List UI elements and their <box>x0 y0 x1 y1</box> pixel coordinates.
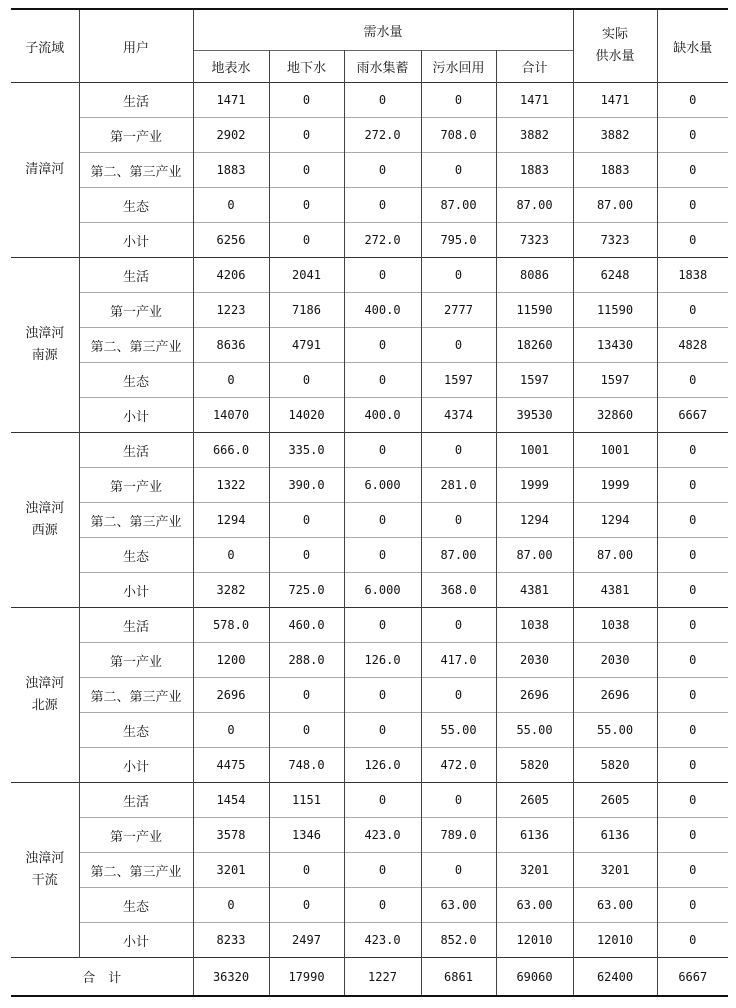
user-cell: 第二、第三产业 <box>79 328 193 363</box>
value-cell: 3882 <box>573 118 657 153</box>
value-cell: 11590 <box>496 293 573 328</box>
value-cell: 0 <box>657 223 728 258</box>
value-cell: 87.00 <box>573 538 657 573</box>
value-cell: 0 <box>657 923 728 958</box>
table-row <box>11 293 728 328</box>
value-cell: 0 <box>269 713 344 748</box>
value-cell: 0 <box>421 783 496 818</box>
value-cell: 417.0 <box>421 643 496 678</box>
value-cell: 2030 <box>496 643 573 678</box>
value-cell: 0 <box>269 153 344 188</box>
user-cell: 生活 <box>79 83 193 118</box>
value-cell: 0 <box>657 188 728 223</box>
subbasin-cell: 浊漳河 北源 <box>11 608 79 783</box>
value-cell: 13430 <box>573 328 657 363</box>
table-row <box>11 853 728 888</box>
value-cell: 725.0 <box>269 573 344 608</box>
value-cell: 2696 <box>496 678 573 713</box>
table-body <box>11 83 728 958</box>
value-cell: 708.0 <box>421 118 496 153</box>
value-cell: 0 <box>344 678 421 713</box>
value-cell: 63.00 <box>496 888 573 923</box>
value-cell: 0 <box>657 468 728 503</box>
value-cell: 3882 <box>496 118 573 153</box>
value-cell: 0 <box>421 433 496 468</box>
value-cell: 0 <box>344 363 421 398</box>
table-row <box>11 678 728 713</box>
value-cell: 11590 <box>573 293 657 328</box>
value-cell: 0 <box>657 363 728 398</box>
header-shortage: 缺水量 <box>657 9 728 83</box>
value-cell: 0 <box>657 643 728 678</box>
value-cell: 2696 <box>573 678 657 713</box>
value-cell: 0 <box>344 188 421 223</box>
value-cell: 472.0 <box>421 748 496 783</box>
table-row <box>11 888 728 923</box>
value-cell: 1471 <box>193 83 269 118</box>
header-actual-supply-label: 实际 供水量 <box>595 27 635 64</box>
user-cell: 生态 <box>79 363 193 398</box>
value-cell: 0 <box>269 223 344 258</box>
value-cell: 0 <box>421 258 496 293</box>
total-value-cell: 6861 <box>421 958 496 997</box>
table-header <box>11 9 728 83</box>
user-cell: 生态 <box>79 538 193 573</box>
total-value-cell: 1227 <box>344 958 421 997</box>
value-cell: 1038 <box>573 608 657 643</box>
value-cell: 423.0 <box>344 923 421 958</box>
value-cell: 4374 <box>421 398 496 433</box>
value-cell: 4381 <box>573 573 657 608</box>
value-cell: 55.00 <box>496 713 573 748</box>
user-cell: 第一产业 <box>79 293 193 328</box>
table-row <box>11 83 728 118</box>
table-row <box>11 783 728 818</box>
value-cell: 0 <box>344 83 421 118</box>
user-cell: 生态 <box>79 188 193 223</box>
value-cell: 0 <box>344 713 421 748</box>
value-cell: 1471 <box>496 83 573 118</box>
user-cell: 小计 <box>79 923 193 958</box>
value-cell: 0 <box>269 118 344 153</box>
value-cell: 5820 <box>573 748 657 783</box>
user-cell: 第二、第三产业 <box>79 503 193 538</box>
value-cell: 87.00 <box>573 188 657 223</box>
table-row <box>11 188 728 223</box>
header-demand-col: 雨水集蓄 <box>344 51 421 83</box>
total-value-cell: 6667 <box>657 958 728 997</box>
header-demand-col: 合计 <box>496 51 573 83</box>
table-row <box>11 503 728 538</box>
value-cell: 8086 <box>496 258 573 293</box>
value-cell: 1200 <box>193 643 269 678</box>
value-cell: 6136 <box>573 818 657 853</box>
table-row <box>11 468 728 503</box>
value-cell: 0 <box>421 83 496 118</box>
value-cell: 0 <box>657 573 728 608</box>
value-cell: 1471 <box>573 83 657 118</box>
value-cell: 1223 <box>193 293 269 328</box>
value-cell: 32860 <box>573 398 657 433</box>
user-cell: 第二、第三产业 <box>79 678 193 713</box>
value-cell: 0 <box>344 328 421 363</box>
value-cell: 0 <box>657 748 728 783</box>
value-cell: 0 <box>657 783 728 818</box>
value-cell: 1454 <box>193 783 269 818</box>
value-cell: 1999 <box>573 468 657 503</box>
user-cell: 第一产业 <box>79 818 193 853</box>
value-cell: 0 <box>344 153 421 188</box>
user-cell: 生态 <box>79 713 193 748</box>
value-cell: 1001 <box>496 433 573 468</box>
header-subbasin: 子流域 <box>11 9 79 83</box>
table-row <box>11 608 728 643</box>
value-cell: 423.0 <box>344 818 421 853</box>
value-cell: 3578 <box>193 818 269 853</box>
value-cell: 12010 <box>496 923 573 958</box>
value-cell: 2605 <box>573 783 657 818</box>
value-cell: 272.0 <box>344 223 421 258</box>
table-row <box>11 643 728 678</box>
value-cell: 0 <box>344 608 421 643</box>
value-cell: 0 <box>344 888 421 923</box>
value-cell: 0 <box>269 188 344 223</box>
header-actual-supply <box>573 9 657 83</box>
value-cell: 3282 <box>193 573 269 608</box>
value-cell: 400.0 <box>344 398 421 433</box>
value-cell: 6256 <box>193 223 269 258</box>
value-cell: 1001 <box>573 433 657 468</box>
value-cell: 6667 <box>657 398 728 433</box>
user-cell: 小计 <box>79 748 193 783</box>
value-cell: 1597 <box>496 363 573 398</box>
user-cell: 第二、第三产业 <box>79 853 193 888</box>
table-row <box>11 223 728 258</box>
value-cell: 335.0 <box>269 433 344 468</box>
user-cell: 生活 <box>79 258 193 293</box>
value-cell: 2696 <box>193 678 269 713</box>
value-cell: 0 <box>269 678 344 713</box>
header-demand-col: 地下水 <box>269 51 344 83</box>
value-cell: 0 <box>657 888 728 923</box>
total-row <box>11 958 728 997</box>
value-cell: 1597 <box>421 363 496 398</box>
value-cell: 3201 <box>573 853 657 888</box>
value-cell: 4381 <box>496 573 573 608</box>
value-cell: 0 <box>269 83 344 118</box>
value-cell: 0 <box>657 118 728 153</box>
header-user: 用户 <box>79 9 193 83</box>
user-cell: 第一产业 <box>79 643 193 678</box>
value-cell: 1294 <box>573 503 657 538</box>
value-cell: 2777 <box>421 293 496 328</box>
value-cell: 0 <box>344 433 421 468</box>
header-demand-col: 污水回用 <box>421 51 496 83</box>
value-cell: 1294 <box>496 503 573 538</box>
value-cell: 0 <box>193 188 269 223</box>
user-cell: 第二、第三产业 <box>79 153 193 188</box>
user-cell: 生态 <box>79 888 193 923</box>
value-cell: 55.00 <box>573 713 657 748</box>
table-row <box>11 363 728 398</box>
value-cell: 0 <box>193 713 269 748</box>
value-cell: 0 <box>269 503 344 538</box>
value-cell: 0 <box>193 888 269 923</box>
value-cell: 87.00 <box>421 538 496 573</box>
value-cell: 0 <box>657 713 728 748</box>
value-cell: 0 <box>421 608 496 643</box>
table-row <box>11 328 728 363</box>
value-cell: 1597 <box>573 363 657 398</box>
value-cell: 0 <box>269 363 344 398</box>
value-cell: 3201 <box>496 853 573 888</box>
header-demand-col: 地表水 <box>193 51 269 83</box>
value-cell: 288.0 <box>269 643 344 678</box>
water-balance-table-container <box>11 8 728 997</box>
value-cell: 0 <box>344 503 421 538</box>
value-cell: 7323 <box>573 223 657 258</box>
value-cell: 1294 <box>193 503 269 538</box>
user-cell: 第一产业 <box>79 468 193 503</box>
table-row <box>11 748 728 783</box>
value-cell: 1883 <box>193 153 269 188</box>
subbasin-cell: 浊漳河 西源 <box>11 433 79 608</box>
value-cell: 0 <box>269 538 344 573</box>
value-cell: 1151 <box>269 783 344 818</box>
value-cell: 2030 <box>573 643 657 678</box>
value-cell: 0 <box>193 538 269 573</box>
value-cell: 0 <box>421 678 496 713</box>
value-cell: 3201 <box>193 853 269 888</box>
value-cell: 14070 <box>193 398 269 433</box>
table-row <box>11 118 728 153</box>
value-cell: 0 <box>657 818 728 853</box>
value-cell: 4206 <box>193 258 269 293</box>
value-cell: 0 <box>269 888 344 923</box>
value-cell: 63.00 <box>573 888 657 923</box>
subbasin-cell: 浊漳河 干流 <box>11 783 79 958</box>
table-row <box>11 818 728 853</box>
value-cell: 6.000 <box>344 468 421 503</box>
value-cell: 0 <box>657 83 728 118</box>
value-cell: 1838 <box>657 258 728 293</box>
value-cell: 12010 <box>573 923 657 958</box>
value-cell: 63.00 <box>421 888 496 923</box>
value-cell: 4475 <box>193 748 269 783</box>
value-cell: 0 <box>421 503 496 538</box>
value-cell: 126.0 <box>344 748 421 783</box>
table-row <box>11 713 728 748</box>
user-cell: 小计 <box>79 223 193 258</box>
subbasin-cell: 浊漳河 南源 <box>11 258 79 433</box>
value-cell: 0 <box>657 293 728 328</box>
value-cell: 748.0 <box>269 748 344 783</box>
header-demand: 需水量 <box>193 9 573 51</box>
value-cell: 0 <box>344 853 421 888</box>
value-cell: 0 <box>657 853 728 888</box>
value-cell: 8636 <box>193 328 269 363</box>
value-cell: 7323 <box>496 223 573 258</box>
value-cell: 14020 <box>269 398 344 433</box>
total-value-cell: 62400 <box>573 958 657 997</box>
user-cell: 小计 <box>79 398 193 433</box>
value-cell: 87.00 <box>496 188 573 223</box>
value-cell: 0 <box>657 153 728 188</box>
table-row <box>11 398 728 433</box>
water-balance-table <box>11 8 728 997</box>
value-cell: 5820 <box>496 748 573 783</box>
table-row <box>11 258 728 293</box>
value-cell: 0 <box>269 853 344 888</box>
value-cell: 390.0 <box>269 468 344 503</box>
value-cell: 1038 <box>496 608 573 643</box>
value-cell: 7186 <box>269 293 344 328</box>
table-row <box>11 153 728 188</box>
table-row <box>11 538 728 573</box>
value-cell: 852.0 <box>421 923 496 958</box>
value-cell: 0 <box>657 608 728 643</box>
user-cell: 第一产业 <box>79 118 193 153</box>
value-cell: 0 <box>421 328 496 363</box>
value-cell: 1346 <box>269 818 344 853</box>
user-cell: 生活 <box>79 433 193 468</box>
total-label: 合 计 <box>11 958 193 997</box>
value-cell: 0 <box>657 678 728 713</box>
value-cell: 4791 <box>269 328 344 363</box>
value-cell: 87.00 <box>496 538 573 573</box>
value-cell: 2041 <box>269 258 344 293</box>
value-cell: 789.0 <box>421 818 496 853</box>
value-cell: 87.00 <box>421 188 496 223</box>
value-cell: 6136 <box>496 818 573 853</box>
value-cell: 0 <box>344 538 421 573</box>
table-row <box>11 433 728 468</box>
value-cell: 1883 <box>496 153 573 188</box>
value-cell: 0 <box>657 433 728 468</box>
value-cell: 39530 <box>496 398 573 433</box>
value-cell: 1883 <box>573 153 657 188</box>
total-value-cell: 17990 <box>269 958 344 997</box>
value-cell: 0 <box>421 153 496 188</box>
value-cell: 795.0 <box>421 223 496 258</box>
user-cell: 生活 <box>79 783 193 818</box>
value-cell: 0 <box>344 783 421 818</box>
value-cell: 1999 <box>496 468 573 503</box>
value-cell: 0 <box>193 363 269 398</box>
total-value-cell: 36320 <box>193 958 269 997</box>
value-cell: 2497 <box>269 923 344 958</box>
total-value-cell: 69060 <box>496 958 573 997</box>
value-cell: 126.0 <box>344 643 421 678</box>
user-cell: 小计 <box>79 573 193 608</box>
value-cell: 2902 <box>193 118 269 153</box>
value-cell: 6.000 <box>344 573 421 608</box>
value-cell: 8233 <box>193 923 269 958</box>
value-cell: 368.0 <box>421 573 496 608</box>
value-cell: 0 <box>344 258 421 293</box>
value-cell: 0 <box>657 503 728 538</box>
value-cell: 460.0 <box>269 608 344 643</box>
value-cell: 272.0 <box>344 118 421 153</box>
value-cell: 0 <box>421 853 496 888</box>
user-cell: 生活 <box>79 608 193 643</box>
value-cell: 4828 <box>657 328 728 363</box>
value-cell: 0 <box>657 538 728 573</box>
value-cell: 281.0 <box>421 468 496 503</box>
value-cell: 1322 <box>193 468 269 503</box>
value-cell: 55.00 <box>421 713 496 748</box>
table-row <box>11 923 728 958</box>
value-cell: 400.0 <box>344 293 421 328</box>
value-cell: 6248 <box>573 258 657 293</box>
table-row <box>11 573 728 608</box>
subbasin-cell: 清漳河 <box>11 83 79 258</box>
value-cell: 578.0 <box>193 608 269 643</box>
value-cell: 2605 <box>496 783 573 818</box>
value-cell: 666.0 <box>193 433 269 468</box>
table-footer <box>11 958 728 997</box>
value-cell: 18260 <box>496 328 573 363</box>
